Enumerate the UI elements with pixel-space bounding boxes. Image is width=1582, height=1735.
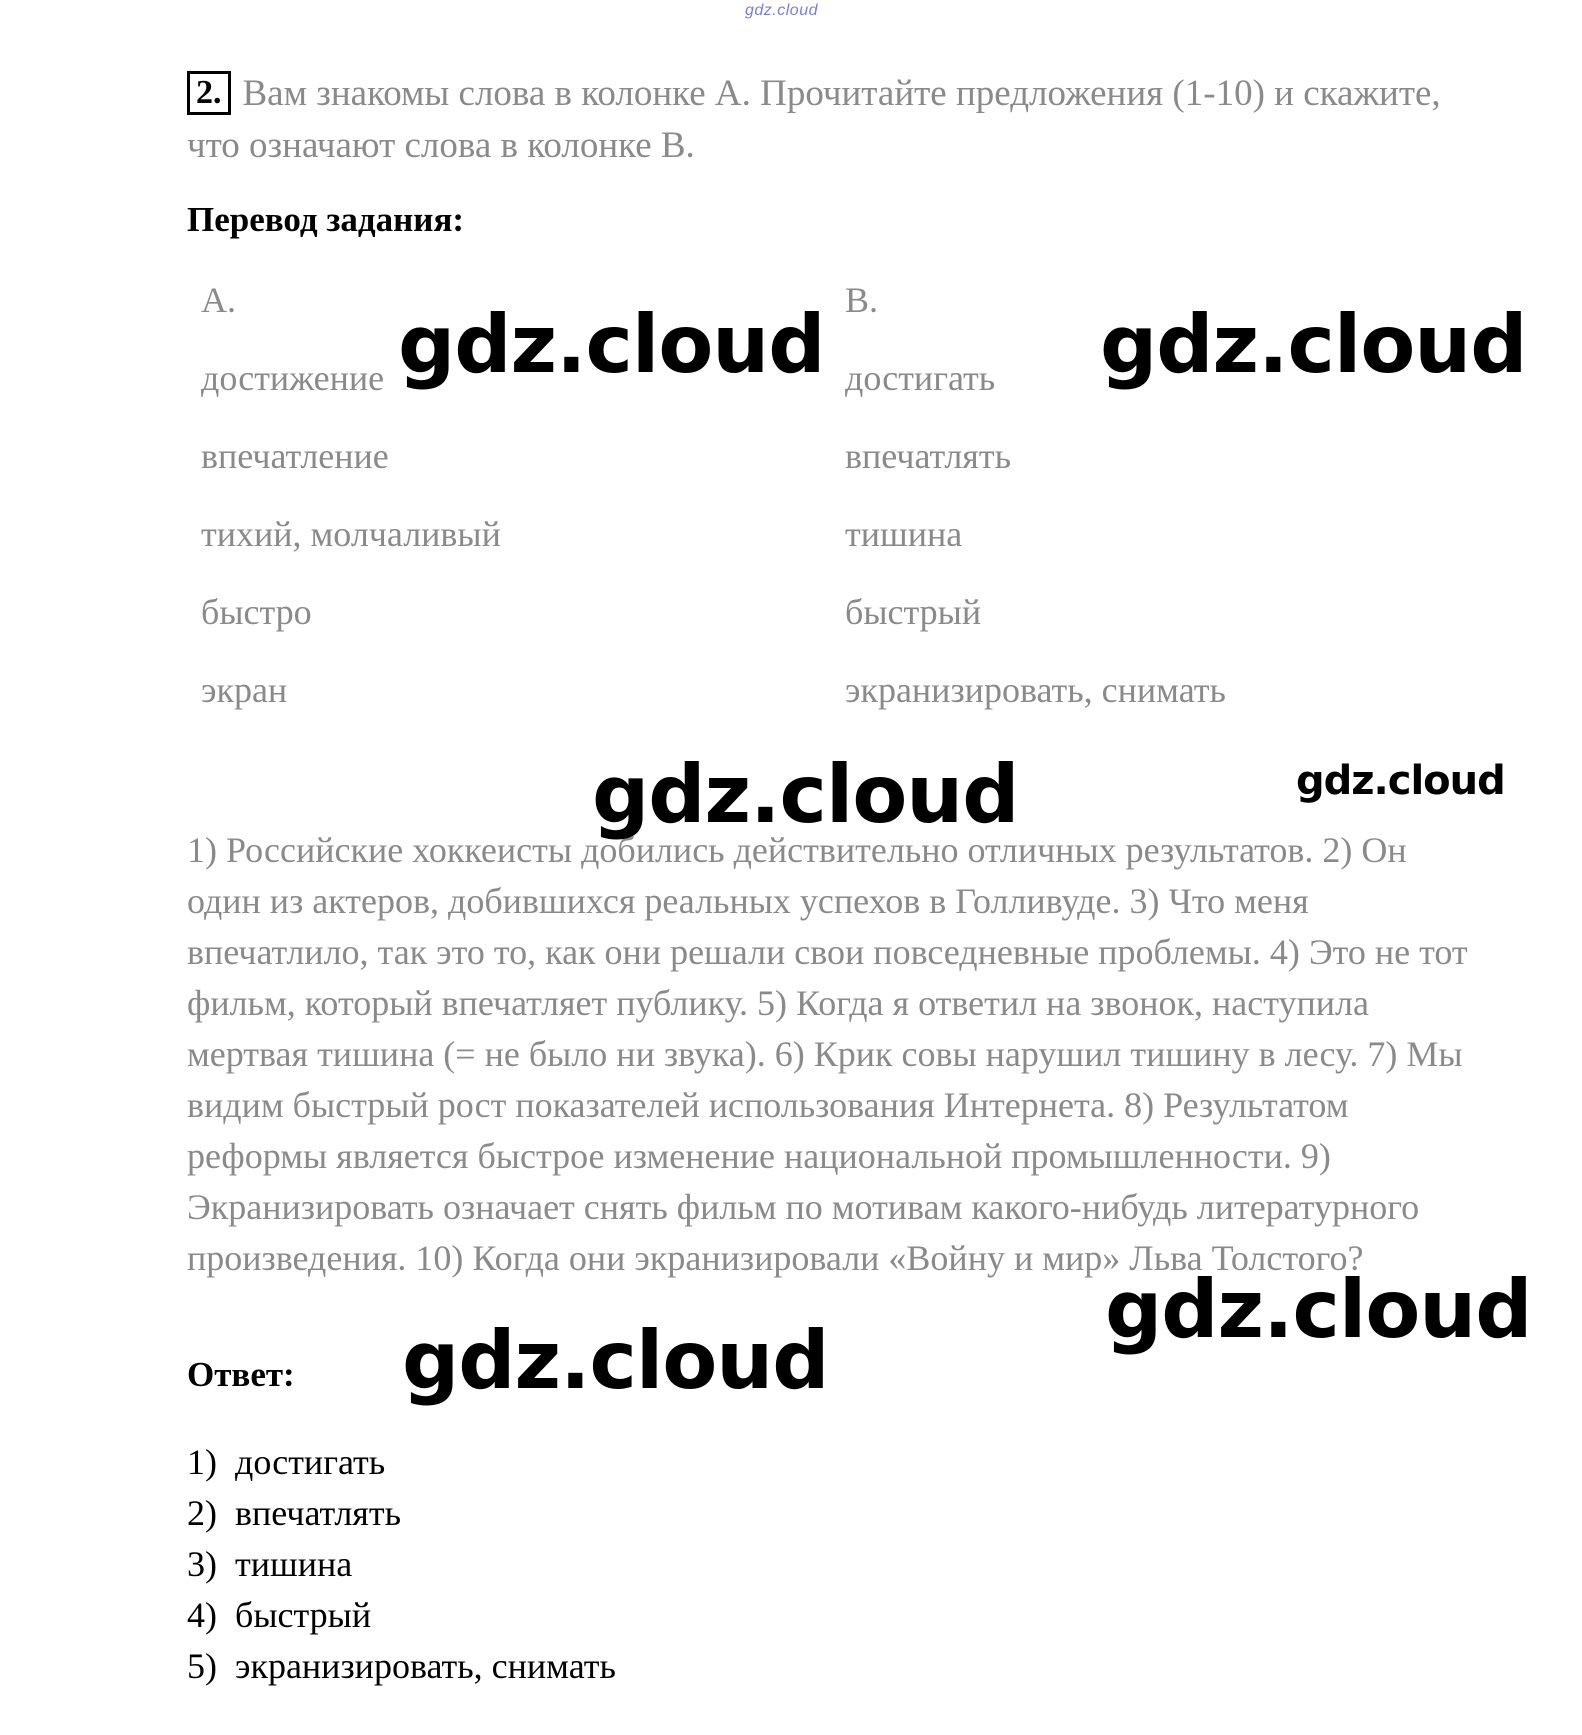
- column-a-item: впечатление: [201, 436, 389, 476]
- column-b-item: быстрый: [845, 592, 982, 632]
- column-b-item: экранизировать, снимать: [845, 670, 1226, 710]
- answer-number: 1): [187, 1442, 217, 1482]
- answer-heading: Ответ:: [187, 1355, 295, 1394]
- answer-text: быстрый: [235, 1595, 372, 1635]
- top-watermark: gdz.cloud: [745, 2, 818, 19]
- answer-number: 2): [187, 1493, 217, 1533]
- watermark: gdz.cloud: [398, 298, 825, 391]
- watermark: gdz.cloud: [592, 748, 1019, 841]
- task-header: [187, 68, 1487, 172]
- watermark: gdz.cloud: [402, 1314, 829, 1407]
- watermark: gdz.cloud: [1100, 298, 1527, 391]
- answer-text: впечатлять: [235, 1493, 402, 1533]
- answer-number: 3): [187, 1544, 217, 1584]
- column-b-item: достигать: [845, 358, 996, 398]
- answer-number: 5): [187, 1646, 217, 1686]
- answer-list: [187, 1437, 616, 1692]
- translation-heading: Перевод задания:: [187, 200, 465, 239]
- column-b-item: тишина: [845, 514, 963, 554]
- column-a-item: быстро: [201, 592, 312, 632]
- task-number: 2.: [187, 71, 231, 115]
- column-a-item: экран: [201, 670, 288, 710]
- answer-item: [187, 1437, 616, 1488]
- watermark: gdz.cloud: [1296, 758, 1505, 804]
- answer-text: достигать: [235, 1442, 386, 1482]
- example-sentences: 1) Российские хоккеисты добились действительно отличных результатов. 2) Он один из актеров, добившихся реальных успехов в Голливуде. 3) Что меня впечатлило, так это то, как они решали свои повседневные проблемы. 4) Это не тот фильм, который впечатляет публику. 5) Когда я ответил на звонок, наступила мертвая тишина (= не было ни звука). 6) Крик совы нарушил тишину в лесу. 7) Мы видим быстрый рост показателей использования Интернета. 8) Результатом реформы является быстрое изменение национальной промышленности. 9) Экранизировать означает снять фильм по мотивам какого-нибудь литературного произведения. 10) Когда они экранизировали «Войну и мир» Льва Толстого?: [187, 830, 1468, 1278]
- column-b-header: В.: [845, 280, 879, 320]
- column-b-item: впечатлять: [845, 436, 1012, 476]
- answer-text: экранизировать, снимать: [235, 1646, 616, 1686]
- answer-text: тишина: [235, 1544, 353, 1584]
- column-a-header: А.: [201, 280, 236, 320]
- watermark: gdz.cloud: [1105, 1263, 1532, 1356]
- column-a-item: тихий, молчаливый: [201, 514, 501, 554]
- task-instruction: Вам знакомы слова в колонке А. Прочитайте предложения (1-10) и скажите, что означают слова в колонке В.: [187, 73, 1441, 166]
- column-a-item: достижение: [201, 358, 385, 398]
- answer-item: [187, 1641, 616, 1692]
- answer-item: [187, 1539, 616, 1590]
- answer-item: [187, 1488, 616, 1539]
- answer-item: [187, 1590, 616, 1641]
- answer-number: 4): [187, 1595, 217, 1635]
